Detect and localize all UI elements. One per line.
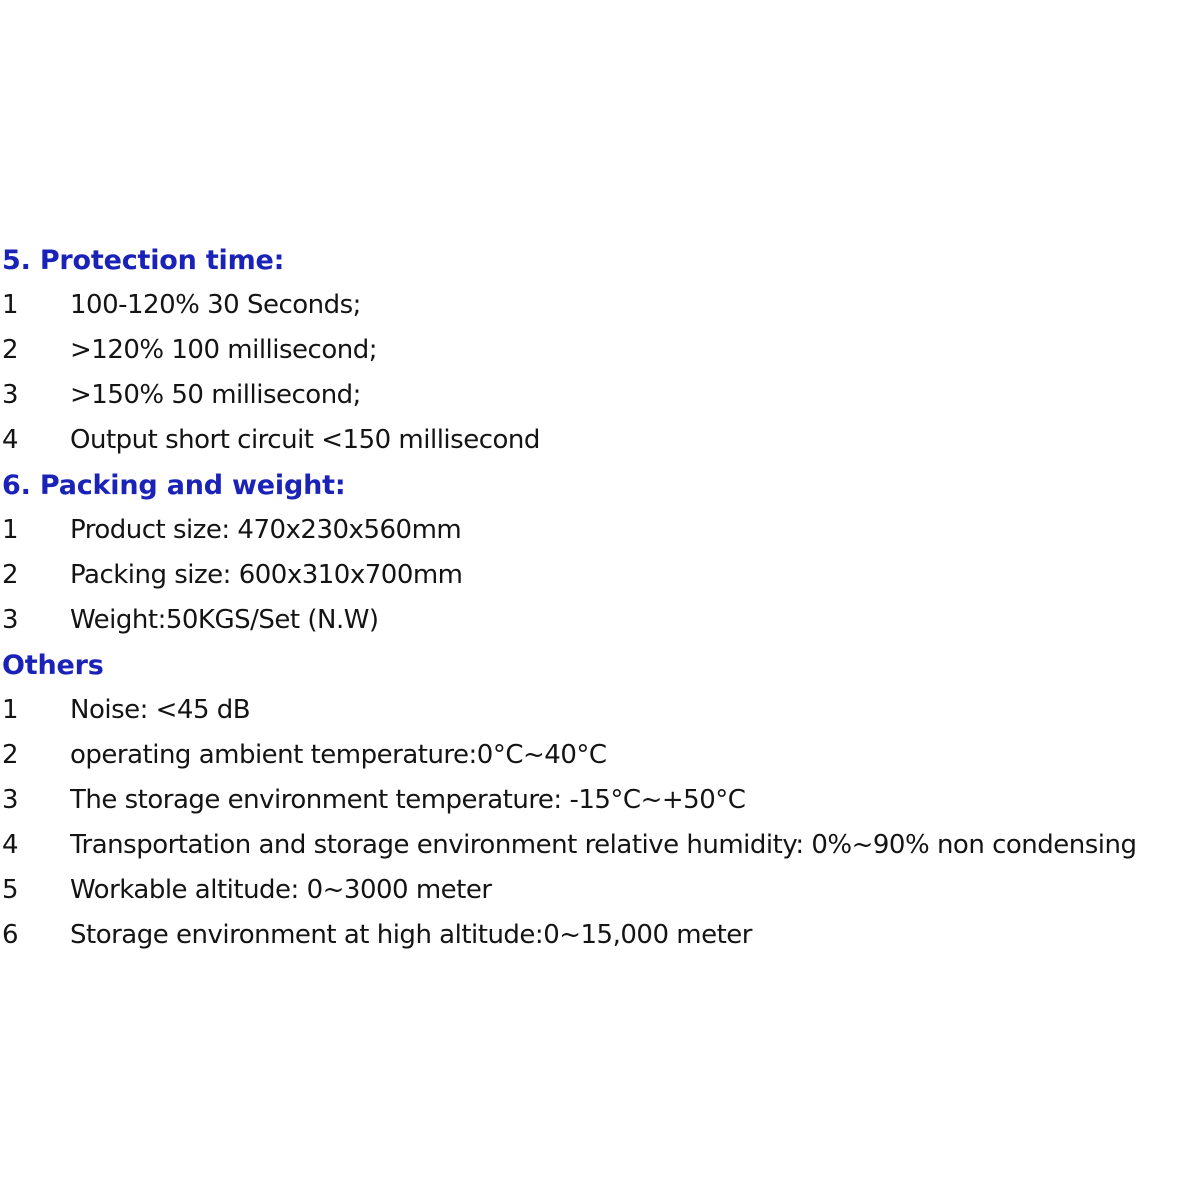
item-number: 2 bbox=[2, 560, 19, 590]
item-number: 1 bbox=[2, 515, 19, 545]
item-text: Weight:50KGS/Set (N.W) bbox=[70, 605, 379, 635]
list-item bbox=[2, 553, 1198, 598]
item-number: 2 bbox=[2, 740, 19, 770]
item-text: Product size: 470x230x560mm bbox=[70, 515, 462, 545]
list-item bbox=[2, 328, 1198, 373]
item-text: operating ambient temperature:0°C~40°C bbox=[70, 740, 607, 770]
item-text: Workable altitude: 0~3000 meter bbox=[70, 875, 492, 905]
list-item bbox=[2, 733, 1198, 778]
item-text: Storage environment at high altitude:0~15,000 meter bbox=[70, 920, 752, 950]
section-heading: 6. Packing and weight: bbox=[2, 470, 346, 501]
item-number: 5 bbox=[2, 875, 19, 905]
list-item bbox=[2, 373, 1198, 418]
item-text: >150% 50 millisecond; bbox=[70, 380, 361, 410]
section-protection-time bbox=[2, 238, 1198, 463]
list-item bbox=[2, 418, 1198, 463]
section-heading: Others bbox=[2, 650, 104, 681]
item-number: 3 bbox=[2, 785, 19, 815]
list-item bbox=[2, 778, 1198, 823]
item-number: 2 bbox=[2, 335, 19, 365]
item-number: 1 bbox=[2, 695, 19, 725]
item-number: 1 bbox=[2, 290, 19, 320]
item-text: Transportation and storage environment relative humidity: 0%~90% non condensing bbox=[70, 830, 1137, 860]
list-item bbox=[2, 508, 1198, 553]
item-number: 3 bbox=[2, 605, 19, 635]
section-packing-and-weight bbox=[2, 463, 1198, 643]
section-heading: 5. Protection time: bbox=[2, 245, 285, 276]
item-text: Output short circuit <150 millisecond bbox=[70, 425, 540, 455]
spec-document bbox=[2, 238, 1198, 958]
list-item bbox=[2, 688, 1198, 733]
list-item bbox=[2, 823, 1198, 868]
item-number: 6 bbox=[2, 920, 19, 950]
list-item bbox=[2, 598, 1198, 643]
item-number: 4 bbox=[2, 425, 19, 455]
list-item bbox=[2, 913, 1198, 958]
item-number: 4 bbox=[2, 830, 19, 860]
item-text: 100-120% 30 Seconds; bbox=[70, 290, 361, 320]
list-item bbox=[2, 283, 1198, 328]
item-number: 3 bbox=[2, 380, 19, 410]
item-text: Packing size: 600x310x700mm bbox=[70, 560, 463, 590]
item-text: >120% 100 millisecond; bbox=[70, 335, 377, 365]
list-item bbox=[2, 868, 1198, 913]
item-text: The storage environment temperature: -15°C~+50°C bbox=[70, 785, 746, 815]
section-others bbox=[2, 643, 1198, 958]
item-text: Noise: <45 dB bbox=[70, 695, 251, 725]
